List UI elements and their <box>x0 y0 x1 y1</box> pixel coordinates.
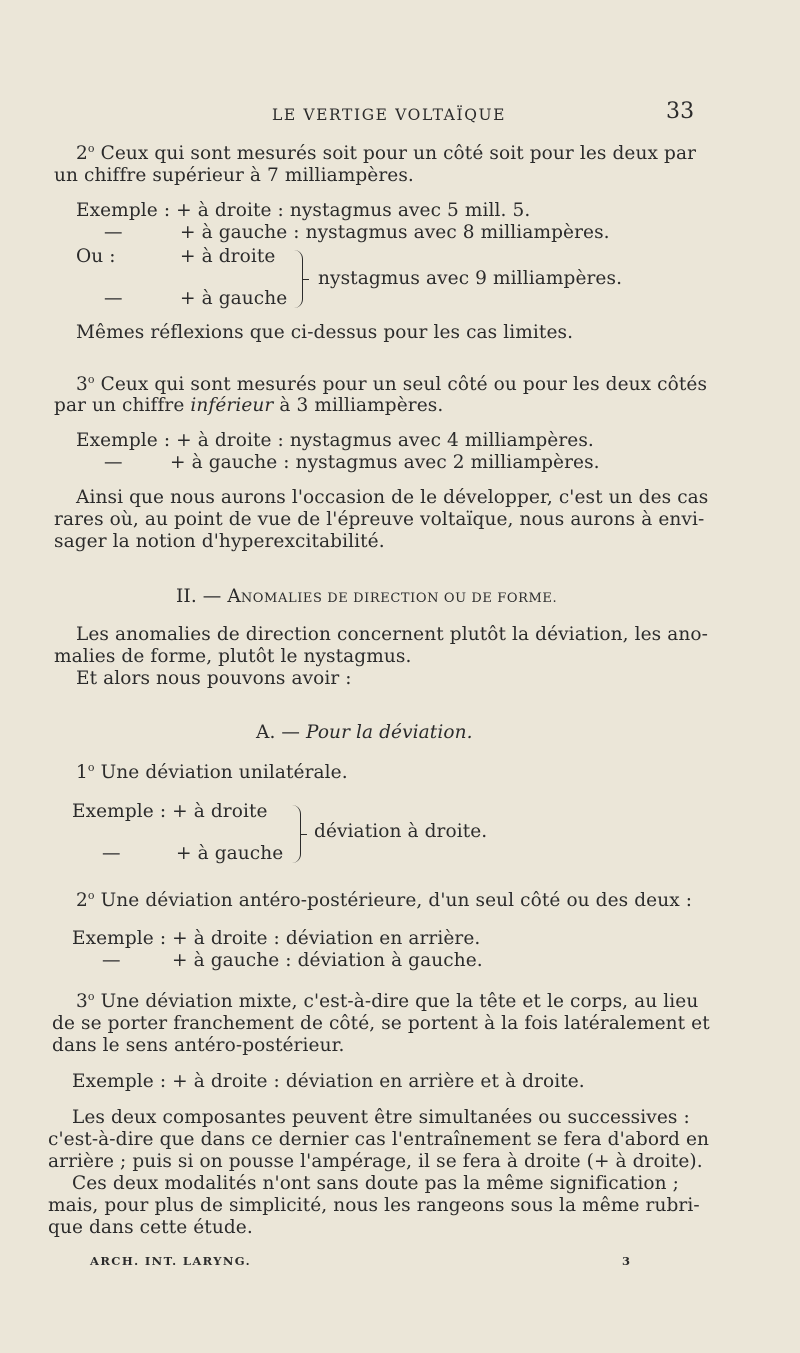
example-5-dash: — <box>102 950 121 971</box>
example-5-line-1: Exemple : + à droite : déviation en arrière. <box>72 928 481 949</box>
example-4-line-2: + à gauche <box>176 843 284 864</box>
paragraph-last-line-6: que dans cette étude. <box>48 1217 253 1238</box>
paragraph-2-line-2: un chiffre supérieur à 7 milliampères. <box>54 165 414 186</box>
item-3-line-3: dans le sens antéro-postérieur. <box>52 1035 345 1056</box>
remark-2: Mêmes réflexions que ci-dessus pour les cas limites. <box>76 322 574 343</box>
example-2-dash: — <box>104 222 123 243</box>
paragraph-3-line-2: par un chiffre inférieur à 3 milliampères. <box>54 395 444 416</box>
example-4-line-1: Exemple : + à droite <box>72 801 268 822</box>
gathering-number: 3 <box>622 1254 632 1268</box>
paragraph-last-line-4: Ces deux modalités n'ont sans doute pas la même signification ; <box>72 1173 679 1194</box>
item-2: 2$^o$ Une déviation antéro-postérieure, d'un seul côté ou des deux : <box>76 889 693 911</box>
paragraph-anomalies-line-2: malies de forme, plutôt le nystagmus. <box>54 646 412 667</box>
example-3-dash: — <box>104 452 123 473</box>
example-4-dash: — <box>102 843 121 864</box>
ou-dash: — <box>104 288 123 309</box>
ordinal-3: 3 <box>76 374 88 395</box>
example-2-line-2: + à gauche : nystagmus avec 8 milliampères. <box>180 222 610 243</box>
example-4-result: déviation à droite. <box>314 821 488 842</box>
paragraph-ainsi-line-3: sager la notion d'hyperexcitabilité. <box>54 531 385 552</box>
example-2-line-1: Exemple : + à droite : nystagmus avec 5 mill. 5. <box>76 200 531 221</box>
item-3-line-2: de se porter franchement de côté, se portent à la fois latéralement et <box>52 1013 710 1034</box>
section-II-heading: II. — ANOMALIES DE DIRECTION OU DE FORME. <box>176 586 558 607</box>
ou-line-2: + à gauche <box>180 288 288 309</box>
paragraph-anomalies-line-3: Et alors nous pouvons avoir : <box>76 668 352 689</box>
item-1: 1$^o$ Une déviation unilatérale. <box>76 761 348 783</box>
paragraph-2-line-1: 2$^o$ Ceux qui sont mesurés soit pour un côté soit pour les deux par <box>76 142 697 164</box>
paragraph-anomalies-line-1: Les anomalies de direction concernent plutôt la déviation, les ano- <box>76 624 708 645</box>
running-title: LE VERTIGE VOLTAÏQUE <box>272 106 507 124</box>
item-3-line-1: 3$^o$ Une déviation mixte, c'est-à-dire que la tête et le corps, au lieu <box>76 990 699 1012</box>
page-number: 33 <box>666 99 695 124</box>
paragraph-last-line-3: arrière ; puis si on pousse l'ampérage, il se fera à droite (+ à droite). <box>48 1151 703 1172</box>
example-3-line-2: + à gauche : nystagmus avec 2 milliampères. <box>170 452 600 473</box>
paragraph-3-line-1: 3$^o$ Ceux qui sont mesurés pour un seul côté ou pour les deux côtés <box>76 373 708 395</box>
paragraph-last-line-5: mais, pour plus de simplicité, nous les rangeons sous la même rubri- <box>48 1195 700 1216</box>
ou-result: nystagmus avec 9 milliampères. <box>318 268 623 289</box>
journal-signature: ARCH. INT. LARYNG. <box>90 1254 252 1268</box>
ordinal-3b: 3 <box>76 991 88 1012</box>
example-5-line-2: + à gauche : déviation à gauche. <box>172 950 483 971</box>
paragraph-last-line-1: Les deux composantes peuvent être simultanées ou successives : <box>72 1107 690 1128</box>
ordinal-1: 1 <box>76 762 88 783</box>
emphasis-inferieur: inférieur <box>190 395 274 416</box>
section-A-heading: A. — Pour la déviation. <box>256 722 473 743</box>
example-3-line-1: Exemple : + à droite : nystagmus avec 4 milliampères. <box>76 430 594 451</box>
ou-line-1: + à droite <box>180 246 276 267</box>
curly-brace-icon <box>292 805 301 863</box>
curly-brace-icon <box>294 250 303 308</box>
ordinal-2b: 2 <box>76 890 88 911</box>
ou-label: Ou : <box>76 246 116 267</box>
paragraph-ainsi-line-2: rares où, au point de vue de l'épreuve voltaïque, nous aurons à envi- <box>54 509 705 530</box>
paragraph-last-line-2: c'est-à-dire que dans ce dernier cas l'entraînement se fera d'abord en <box>48 1129 710 1150</box>
ordinal-2: 2 <box>76 143 88 164</box>
example-6: Exemple : + à droite : déviation en arrière et à droite. <box>72 1071 585 1092</box>
paragraph-ainsi-line-1: Ainsi que nous aurons l'occasion de le développer, c'est un des cas <box>76 487 709 508</box>
